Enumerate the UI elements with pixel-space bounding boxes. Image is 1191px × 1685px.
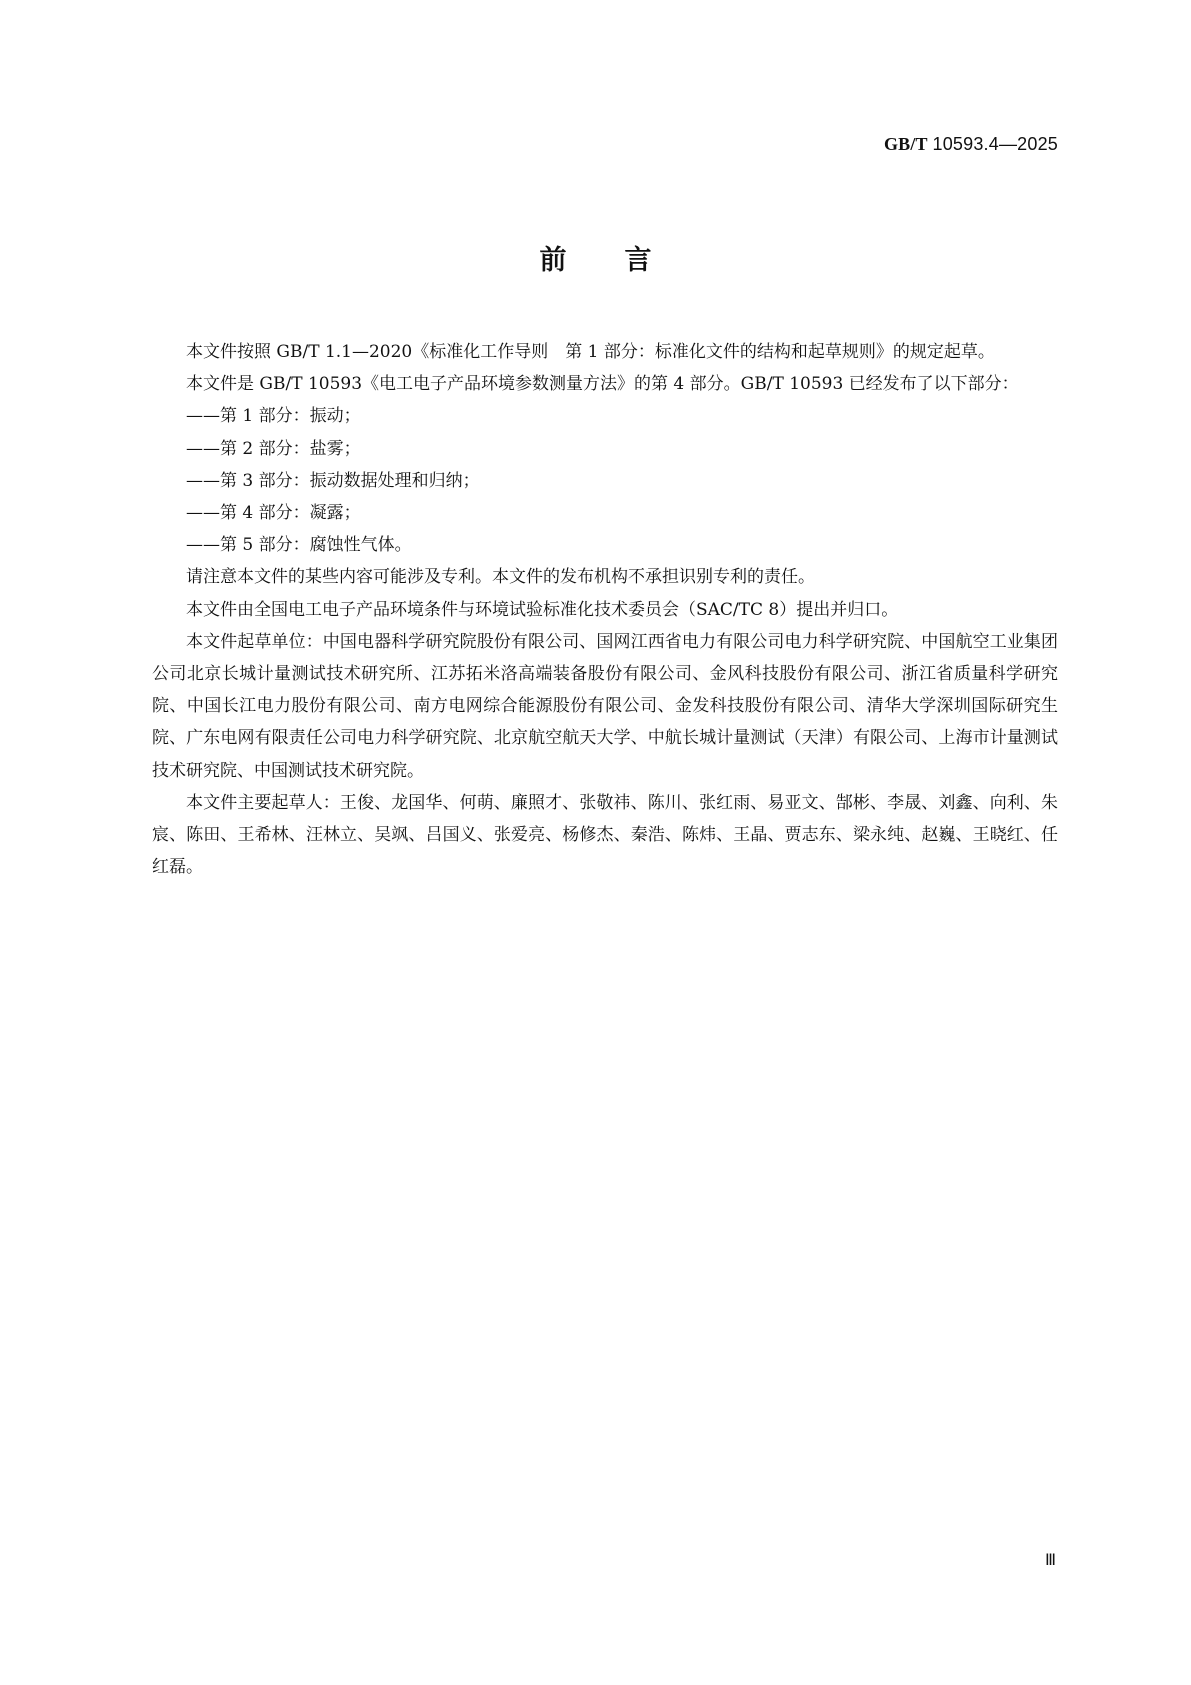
page-title — [0, 238, 1191, 277]
standard-number — [884, 134, 1058, 155]
paragraph-drafters: 本文件主要起草人：王俊、龙国华、何萌、廉照才、张敬祎、陈川、张红雨、易亚文、郜彬、李晟、刘鑫、向利、朱宸、陈田、王希林、汪林立、吴飒、吕国义、张爱亮、杨修杰、秦浩、陈炜、王晶、贾志东、梁永纯、赵巍、王晓红、任红磊。 — [152, 792, 1058, 878]
title-char-2: 言 — [624, 245, 652, 276]
page-number: Ⅲ — [1044, 1552, 1056, 1569]
foreword-body — [152, 336, 1058, 883]
title-char-1: 前 — [539, 245, 567, 276]
paragraph-patent-notice: 请注意本文件的某些内容可能涉及专利。本文件的发布机构不承担识别专利的责任。 — [186, 567, 815, 588]
paragraph-drafting-rules: 本文件按照 GB/T 1.1—2020《标准化工作导则 第 1 部分：标准化文件的结构和起草规则》的规定起草。 — [186, 342, 995, 362]
list-item-part-2: ——第 2 部分：盐雾； — [186, 438, 361, 459]
paragraph-drafting-units: 本文件起草单位：中国电器科学研究院股份有限公司、国网江西省电力有限公司电力科学研究院、中国航空工业集团公司北京长城计量测试技术研究所、江苏拓米洛高端装备股份有限公司、金风科技股份有限公司、浙江省质量科学研究院、中国长江电力股份有限公司、南方电网综合能源股份有限公司、金发科技股份有限公司、清华大学深圳国际研究生院、广东电网有限责任公司电力科学研究院、北京航空航天大学、中航长城计量测试（天津）有限公司、上海市计量测试技术研究院、中国测试技术研究院。 — [152, 631, 1058, 781]
standard-prefix: GB/T — [883, 134, 928, 154]
list-item-part-1: ——第 1 部分：振动； — [186, 406, 361, 427]
paragraph-committee: 本文件由全国电工电子产品环境条件与环境试验标准化技术委员会（SAC/TC 8）提出并归口。 — [186, 599, 899, 620]
paragraph-series-intro: 本文件是 GB/T 10593《电工电子产品环境参数测量方法》的第 4 部分。GB/T 10593 已经发布了以下部分： — [186, 374, 1019, 395]
list-item-part-5: ——第 5 部分：腐蚀性气体。 — [186, 535, 412, 556]
list-item-part-4: ——第 4 部分：凝露； — [186, 503, 361, 524]
standard-code: 10593.4—2025 — [932, 134, 1058, 154]
list-item-part-3: ——第 3 部分：振动数据处理和归纳； — [186, 470, 480, 491]
